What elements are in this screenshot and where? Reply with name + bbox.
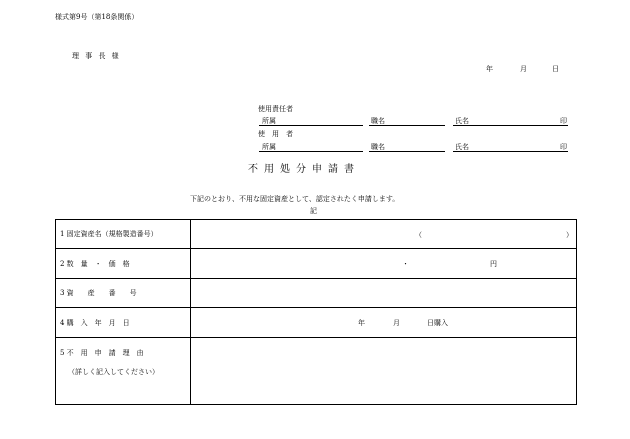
reason-label: 5 不 用 申 請 理 由 xyxy=(60,349,144,357)
intro-text: 下記のとおり、不用な固定資産として、認定されたく申請します。 xyxy=(190,195,400,203)
table-row xyxy=(56,249,577,279)
responsible-name-label: 氏名 xyxy=(455,117,469,125)
responsible-seal: 印 xyxy=(560,117,567,125)
form-number: 様式第9号（第18条関係） xyxy=(55,13,139,21)
application-table xyxy=(55,219,577,405)
row-label-asset-name: 1 固定資産名（規格製造番号） xyxy=(56,220,191,249)
user-name-label: 氏名 xyxy=(455,143,469,151)
purchase-month-unit: 月 xyxy=(393,319,400,327)
user-position-field[interactable] xyxy=(369,151,445,152)
responsible-label: 使用責任者 xyxy=(258,105,293,113)
user-seal: 印 xyxy=(560,143,567,151)
row-label-quantity-price: 2 数 量 ・ 価 格 xyxy=(56,249,191,279)
responsible-position-field[interactable] xyxy=(369,125,445,126)
ki-label: 記 xyxy=(310,207,317,215)
quantity-price-field[interactable] xyxy=(191,249,577,279)
table-row xyxy=(56,220,577,249)
addressee: 理 事 長 様 xyxy=(72,52,121,60)
open-paren: （ xyxy=(415,231,422,239)
table-row xyxy=(56,279,577,308)
user-affiliation-label: 所属 xyxy=(262,143,276,151)
responsible-affiliation-label: 所属 xyxy=(262,117,276,125)
reason-sublabel: （詳しく記入してください） xyxy=(68,368,159,376)
table-row xyxy=(56,338,577,405)
document-title: 不用処分申請書 xyxy=(248,164,360,175)
row-label-reason xyxy=(56,338,191,405)
date-day: 日 xyxy=(552,65,559,73)
yen-unit: 円 xyxy=(490,260,497,268)
table-row xyxy=(56,308,577,338)
responsible-position-label: 職名 xyxy=(371,117,385,125)
separator-dot: ・ xyxy=(402,260,409,268)
user-position-label: 職名 xyxy=(371,143,385,151)
asset-number-field[interactable] xyxy=(191,279,577,308)
purchase-date-field[interactable] xyxy=(191,308,577,338)
purchase-year-unit: 年 xyxy=(358,319,365,327)
purchase-day-unit: 日購入 xyxy=(427,319,448,327)
row-label-asset-number: 3 資 産 番 号 xyxy=(56,279,191,308)
user-name-field[interactable] xyxy=(453,151,568,152)
date-month: 月 xyxy=(520,65,527,73)
close-paren: ） xyxy=(566,231,573,239)
reason-field[interactable] xyxy=(191,338,577,405)
responsible-affiliation-field[interactable] xyxy=(259,125,363,126)
responsible-name-field[interactable] xyxy=(453,125,568,126)
asset-name-field[interactable] xyxy=(191,220,577,249)
user-affiliation-field[interactable] xyxy=(259,151,363,152)
date-year: 年 xyxy=(486,65,493,73)
user-label: 使 用 者 xyxy=(258,130,293,138)
row-label-purchase-date: 4 購 入 年 月 日 xyxy=(56,308,191,338)
